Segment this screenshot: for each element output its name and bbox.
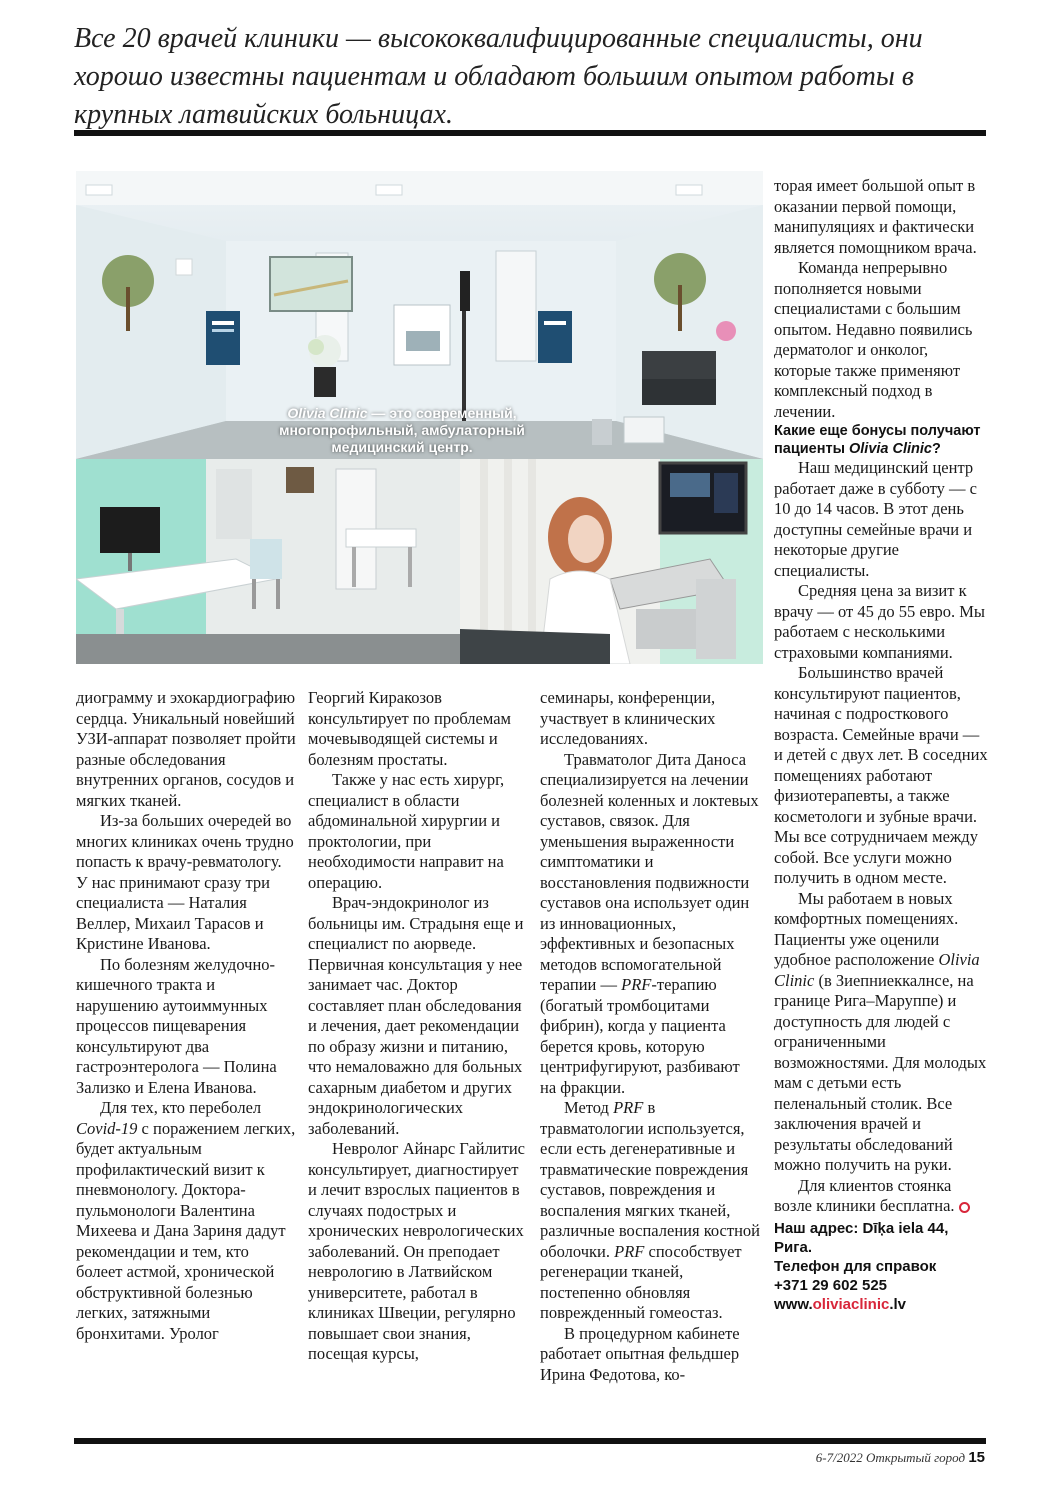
question-brand: Olivia Clinic (849, 441, 932, 457)
end-of-article-icon (959, 1202, 970, 1213)
col1-paragraph-2: Из-за больших очередей во многих клиниках очень трудно попасть к врачу-ревматологу. У нас принимают сразу три специалиста — Наталия Веллер, Михаил Тарасов и Кристине Иванова. (76, 811, 294, 953)
col3-paragraph-4: В процедурном кабинете работает опытная фельдшер Ирина Федотова, ко- (540, 1323, 740, 1384)
col3-p2-prf: PRF (621, 975, 652, 994)
address: Наш адрес: Dīķa iela 44, Рига. (774, 1219, 949, 1256)
col2-paragraph-3: Врач-эндокринолог из больницы им. Страдыня еще и специалист по аюрведе. Первичная консультация у нее занимает час. Доктор составляет план обследования и лечения, дает рекомендации по образу жизни и питанию, что немаловажно для больных сахарным диабетом и других эндокринологических заболеваний. (308, 893, 524, 1138)
bottom-rule (74, 1438, 986, 1444)
page-number: 15 (968, 1449, 985, 1466)
caption-brand: Olivia Clinic (287, 405, 368, 421)
col3-paragraph-2 (540, 750, 760, 1099)
website-brand: oliviaclinic (812, 1295, 890, 1313)
col3-p3-text-a: Метод (564, 1098, 614, 1117)
col4-p6-text-b: (в Зиепниеккалнсе, на границе Рига–Маруппе) и доступность для людей с ограниченными возможностями. Для молодых мам с детьми есть пеленальный столик. Все заключения врачей и результаты обследований можно получить на руки. (774, 970, 987, 1174)
page-footer (816, 1449, 985, 1466)
photo-caption (262, 405, 542, 456)
col2-paragraph-1: Георгий Киракозов консультирует по проблемам мочевыводящей системы и болезням простаты. (308, 688, 511, 769)
col1-paragraph-3: По болезням желудочно-кишечного тракта и нарушению аутоиммунных процессов пищеварения консультируют два гастроэнтеролога — Полина Зализко и Елена Иванова. (76, 954, 277, 1097)
column-2 (308, 688, 528, 1365)
col4-paragraph-3: Наш медицинский центр работает даже в субботу — с 10 до 14 часов. В этот день доступны семейные врачи и некоторые другие специалисты. (774, 458, 977, 580)
col4-paragraph-6 (774, 889, 989, 1176)
col3-paragraph-1: семинары, конференции, участвует в клинических исследованиях. (540, 688, 716, 748)
col4-paragraph-2: Команда непрерывно пополняется новыми специалистами с большим опытом. Недавно появились дерматолог и онколог, которые также применяют комплексный подход в лечении. (774, 258, 973, 421)
col3-p3-prf-1: PRF (613, 1098, 644, 1117)
ultrasound-photo (460, 459, 763, 664)
col4-p6-text-a: Мы работаем в новых комфортных помещениях. Пациенты уже оценили удобное расположение (774, 888, 959, 969)
col3-p3-text-b: в травматологии используется, если есть дегенеративные и травматические повреждения суставов, повреждения и воспаления мягких тканей, различные воспаления костной оболочки. (540, 1098, 760, 1261)
col1-p4-text-b: с поражением легких, будет актуальным профилактический визит к пневмонологу. Доктора-пульмонологи Валентина Михеева и Дана Зариня дадут рекомендации и тем, кто болеет астмой, хронической обструктивной болезнью легких, затяжными бронхитами. Уролог (76, 1118, 296, 1343)
office-illustration (76, 459, 460, 664)
col2-paragraph-2: Также у нас есть хирург, специалист в области абдоминальной хирургии и проктологии, при необходимости направит на операцию. (308, 770, 505, 892)
phone-number[interactable]: +371 29 602 525 (774, 1276, 888, 1294)
website-link[interactable] (774, 1295, 989, 1314)
col1-paragraph-1: диограмму и эхокардиографию сердца. Уникальный новейший УЗИ-аппарат позволяет пройти разные обследования внутренних органов, сосудов и мягких тканей. (76, 688, 296, 810)
col1-p4-text-a: Для тех, кто переболел (100, 1098, 262, 1117)
ultrasound-illustration (460, 459, 763, 664)
contact-block (774, 1219, 989, 1314)
col3-p3-prf-2: PRF (614, 1241, 645, 1261)
caption-text: — это современный, многопрофильный, амбулаторный медицинский центр. (279, 405, 525, 455)
col3-p2-text-b: -терапию (богатый тромбоцитами фибрин), когда у пациента берется кровь, которую центрифугируют, разбивают на фракции. (540, 975, 740, 1097)
col1-p4-covid: Covid-19 (76, 1118, 138, 1138)
column-3 (540, 688, 760, 1385)
col4-paragraph-5: Большинство врачей консультируют пациентов, начиная с подросткового возраста. Семейные врачи — и детей с двух лет. В соседних помещениях работают физиотерапевты, а также косметологи и зубные врачи. Мы все сотрудничаем между собой. Все услуги можно получить в одном месте. (774, 663, 988, 887)
question-text-a: Какие еще бонусы получают пациенты (774, 423, 981, 457)
col4-paragraph-1: торая имеет большой опыт в оказании первой помощи, манипуляциях и фактически является помощником врача. (774, 176, 977, 257)
col3-p3-text-c: способствует регенерации тканей, постепенно обновляя поврежденный гомеостаз. (540, 1241, 742, 1322)
col3-paragraph-3 (540, 1098, 760, 1324)
website-prefix: www. (774, 1295, 813, 1313)
issue-label: 6-7/2022 Открытый город (815, 1450, 966, 1465)
photo-collage (76, 171, 763, 664)
question-text-b: ? (932, 441, 941, 457)
phone-label: Телефон для справок (774, 1257, 937, 1275)
col2-paragraph-4: Невролог Айнарс Гайлитис консультирует, диагностирует и лечит взрослых пациентов в случаях подострых и хронических неврологических заболеваний. Он преподает неврологию в Латвийском университете, работал в клиниках Швеции, регулярно повышает свои знания, посещая курсы, (308, 1139, 525, 1363)
corridor-photo (76, 171, 763, 459)
lead-quote: Все 20 врачей клиники — высококвалифицированные специалисты, они хорошо известны пациентам и обладают большим опытом работы в крупных латвийских больницах. (74, 23, 923, 130)
col1-paragraph-4 (76, 1098, 296, 1344)
parking-text: Для клиентов стоянка возле клиники бесплатна. (774, 1175, 955, 1215)
column-4 (774, 176, 989, 1314)
column-1 (76, 688, 296, 1344)
website-suffix: .lv (889, 1295, 907, 1313)
col3-p2-text-a: Травматолог Дита Даноса специализируется на лечении болезней коленных и локтевых суставов, связок. Для уменьшения выраженности симптоматики и восстановления подвижности суставов она использует один из инновационных, эффективных и безопасных методов вспомогательной терапии — (540, 749, 759, 994)
col4-question (774, 422, 989, 458)
col4-p6-brand: Olivia Clinic (774, 950, 980, 990)
col4-paragraph-4: Средняя цена за визит к врачу — от 45 до 55 евро. Мы работаем с несколькими страховыми компаниями. (774, 581, 986, 662)
office-photo (76, 459, 460, 664)
col4-paragraph-7 (774, 1176, 989, 1217)
top-rule (74, 130, 986, 136)
